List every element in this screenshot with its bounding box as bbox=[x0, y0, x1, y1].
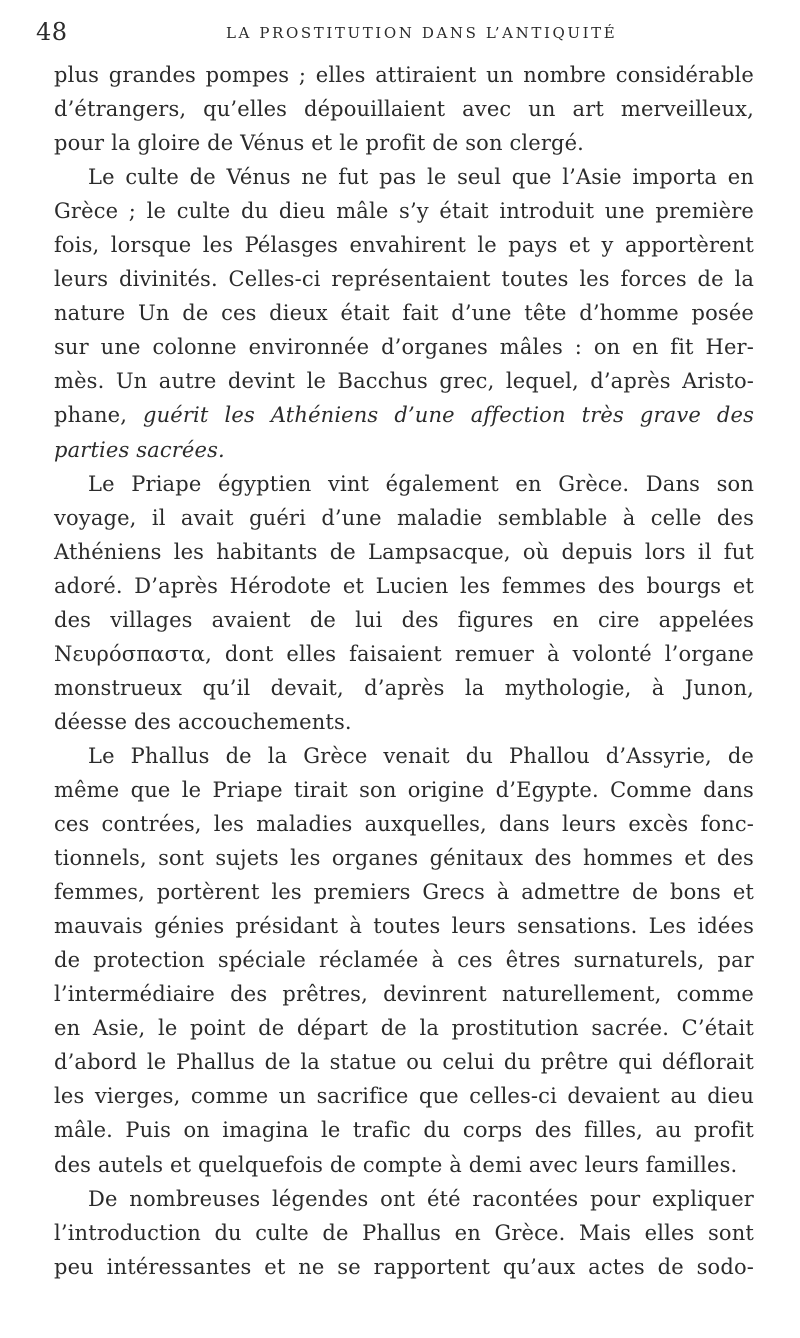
line-text: les vierges, comme un sacrifice que celles-ci devaient au dieu bbox=[54, 1084, 754, 1109]
page-number: 48 bbox=[36, 18, 68, 46]
line-text: femmes, portèrent les premiers Grecs à admettre de bons et bbox=[54, 880, 754, 905]
text-line bbox=[54, 126, 754, 160]
line-text: même que le Priape tirait son origine d’Egypte. Comme dans bbox=[54, 777, 754, 802]
line-text: Athéniens les habitants de Lampsacque, où depuis lors il fut bbox=[54, 539, 754, 564]
line-text: Le Priape égyptien vint également en Grèce. Dans son bbox=[88, 471, 754, 496]
text-line bbox=[54, 977, 754, 1011]
text-line bbox=[54, 92, 754, 126]
text-line bbox=[54, 671, 754, 705]
text-line bbox=[54, 841, 754, 875]
line-text: voyage, il avait guéri d’une maladie semblable à celle des bbox=[54, 505, 754, 530]
line-text: d’étrangers, qu’elles dépouillaient avec un art merveilleux, bbox=[54, 97, 754, 122]
line-text: l’intermédiaire des prêtres, devinrent naturellement, comme bbox=[54, 982, 754, 1007]
text-line bbox=[54, 296, 754, 330]
text-line bbox=[54, 773, 754, 807]
line-text: des villages avaient de lui des figures en cire appelées bbox=[54, 607, 754, 632]
text-line bbox=[54, 807, 754, 841]
text-line bbox=[54, 943, 754, 977]
line-text: d’abord le Phallus de la statue ou celui du prêtre qui déflorait bbox=[54, 1050, 754, 1075]
text-line bbox=[54, 330, 754, 364]
text-line bbox=[54, 1011, 754, 1045]
text-line bbox=[54, 1045, 754, 1079]
line-text: mès. Un autre devint le Bacchus grec, lequel, d’après Aristo- bbox=[54, 369, 754, 394]
line-text: De nombreuses légendes ont été racontées pour expliquer bbox=[88, 1186, 754, 1211]
line-text: plus grandes pompes ; elles attiraient un nombre considérable bbox=[54, 63, 754, 87]
text-line bbox=[54, 228, 754, 262]
text-line bbox=[54, 160, 754, 194]
text-line bbox=[54, 262, 754, 296]
line-text: peu intéressantes et ne se rapportent qu’aux actes de sodo- bbox=[54, 1254, 754, 1279]
text-line bbox=[54, 1182, 754, 1216]
text-line bbox=[54, 1113, 754, 1147]
line-text: sur une colonne environnée d’organes mâles : on en fit Her- bbox=[54, 335, 754, 360]
text-line bbox=[54, 1216, 754, 1250]
text-line bbox=[54, 569, 754, 603]
running-title: LA PROSTITUTION DANS L’ANTIQUITÉ bbox=[226, 24, 618, 42]
text-line bbox=[54, 194, 754, 228]
line-text: en Asie, le point de départ de la prostitution sacrée. C’était bbox=[54, 1016, 754, 1041]
running-head bbox=[36, 18, 764, 50]
italic-text: guérit les Athéniens d’une affection très grave des bbox=[143, 403, 755, 428]
text-line bbox=[54, 433, 754, 467]
line-text: Le Phallus de la Grèce venait du Phallou d’Assyrie, de bbox=[88, 743, 754, 768]
line-text: Νευρόσπαστα, dont elles faisaient remuer à volonté l’organe bbox=[54, 641, 754, 666]
line-text: nature Un de ces dieux était fait d’une tête d’homme posée bbox=[54, 301, 754, 326]
line-text: mauvais génies présidant à toutes leurs sensations. Les idées bbox=[54, 914, 754, 939]
line-text: phane, bbox=[54, 403, 144, 428]
text-line bbox=[54, 603, 754, 637]
text-line bbox=[54, 705, 754, 739]
line-text: tionnels, sont sujets les organes génitaux des hommes et des bbox=[54, 846, 754, 871]
line-text: déesse des accouchements. bbox=[54, 709, 352, 734]
text-line bbox=[54, 535, 754, 569]
line-text: pour la gloire de Vénus et le profit de son clergé. bbox=[54, 131, 585, 156]
body-text bbox=[54, 58, 754, 1284]
text-line bbox=[54, 637, 754, 671]
text-line bbox=[54, 58, 754, 92]
text-line bbox=[54, 1148, 754, 1182]
italic-text: parties sacrées. bbox=[54, 437, 225, 462]
text-line bbox=[54, 467, 754, 501]
text-line bbox=[54, 875, 754, 909]
line-text: Le culte de Vénus ne fut pas le seul que l’Asie importa en bbox=[88, 165, 754, 190]
line-text: Grèce ; le culte du dieu mâle s’y était introduit une première bbox=[54, 199, 754, 224]
text-line bbox=[54, 739, 754, 773]
line-text: des autels et quelquefois de compte à demi avec leurs familles. bbox=[54, 1152, 738, 1177]
line-text: fois, lorsque les Pélasges envahirent le pays et y apportèrent bbox=[54, 233, 754, 258]
line-text: de protection spéciale réclamée à ces êtres surnaturels, par bbox=[54, 948, 754, 973]
line-text: mâle. Puis on imagina le trafic du corps des filles, au profit bbox=[54, 1118, 754, 1143]
line-text: leurs divinités. Celles-ci représentaient toutes les forces de la bbox=[54, 267, 754, 292]
text-line bbox=[54, 501, 754, 535]
line-text: l’introduction du culte de Phallus en Grèce. Mais elles sont bbox=[54, 1220, 754, 1245]
line-text: adoré. D’après Hérodote et Lucien les femmes des bourgs et bbox=[54, 573, 754, 598]
text-line bbox=[54, 909, 754, 943]
line-text: ces contrées, les maladies auxquelles, dans leurs excès fonc- bbox=[54, 812, 754, 837]
line-text: monstrueux qu’il devait, d’après la mythologie, à Junon, bbox=[54, 675, 754, 700]
text-line bbox=[54, 398, 754, 432]
text-line bbox=[54, 364, 754, 398]
text-line bbox=[54, 1250, 754, 1284]
text-line bbox=[54, 1079, 754, 1113]
